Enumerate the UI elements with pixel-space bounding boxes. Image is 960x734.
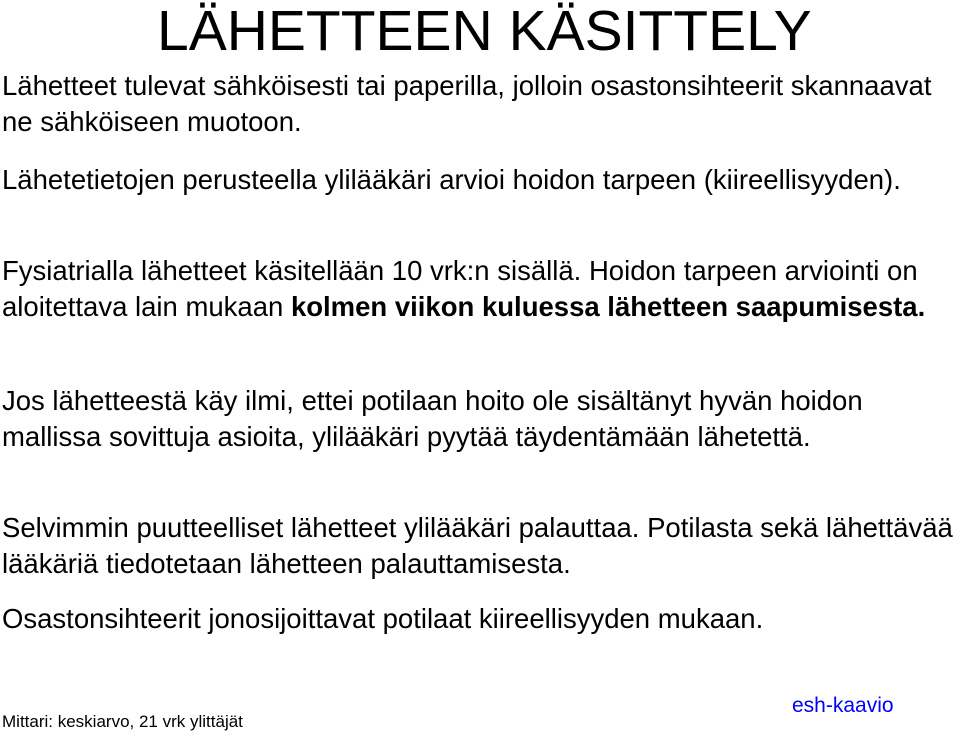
paragraph-return-referrals: Selvimmin puutteelliset lähetteet ylilääkäri palauttaa. Potilasta sekä lähettävää lääkäriä tiedotetaan lähetteen palauttamisesta. bbox=[2, 512, 953, 579]
esh-kaavio-link[interactable]: esh-kaavio bbox=[792, 694, 894, 717]
processing-time-text: Fysiatrialla lähetteet käsitellään 10 vrk:n sisällä. Hoidon tarpeen arviointi on aloitettava lain mukaan bbox=[2, 255, 918, 322]
processing-time-deadline: kolmen viikon kuluessa lähetteen saapumisesta. bbox=[290, 291, 926, 322]
paragraph-queue-placement: Osastonsihteerit jonosijoittavat potilaat kiireellisyyden mukaan. bbox=[2, 603, 764, 634]
page-title: LÄHETTEEN KÄSITTELY bbox=[157, 0, 812, 63]
paragraph-referral-arrival: Lähetteet tulevat sähköisesti tai paperilla, jolloin osastonsihteerit skannaavat ne sähköiseen muotoon. bbox=[2, 70, 932, 137]
paragraph-processing-time bbox=[2, 253, 960, 325]
footer-metric-note: Mittari: keskiarvo, 21 vrk ylittäjät bbox=[2, 712, 243, 731]
paragraph-supplement-request: Jos lähetteestä käy ilmi, ettei potilaan hoito ole sisältänyt hyvän hoidon mallissa sovittuja asioita, ylilääkäri pyytää täydentämään lähetettä. bbox=[2, 385, 863, 452]
paragraph-urgency-assessment: Lähetetietojen perusteella ylilääkäri arvioi hoidon tarpeen (kiireellisyyden). bbox=[2, 164, 901, 195]
